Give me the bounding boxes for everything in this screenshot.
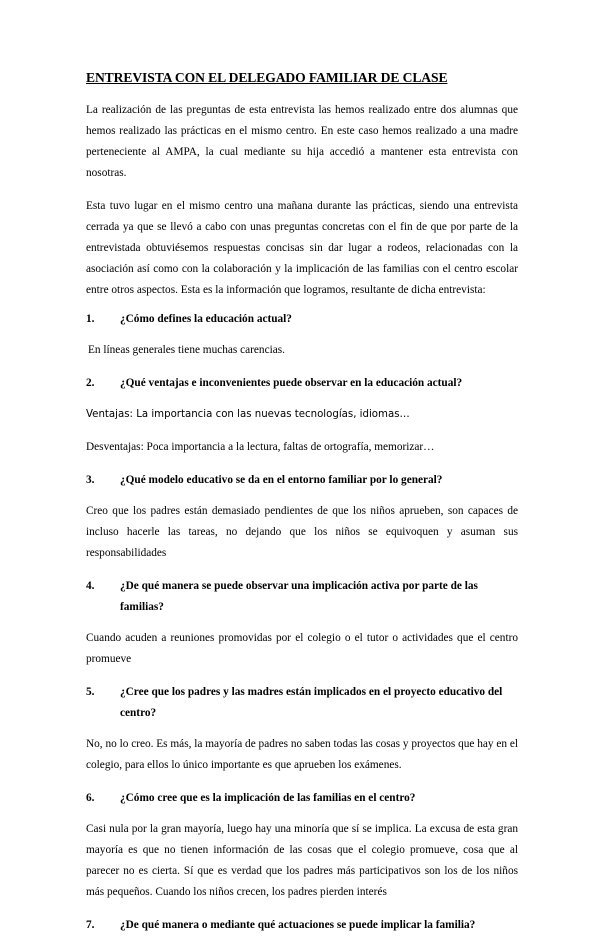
- answer-2-advantages: Ventajas: La importancia con las nuevas tecnologías, idiomas…: [86, 409, 410, 420]
- question-number: 4.: [86, 580, 95, 592]
- question-text: ¿Cómo cree que es la implicación de las familias en el centro?: [120, 792, 416, 804]
- question-number: 5.: [86, 686, 95, 698]
- answer-6: Casi nula por la gran mayoría, luego hay una minoría que sí se implica. La excusa de esta gran mayoría es que no tienen información de las cosas que el colegio promueve, cosa que al parecer no es cierta. Sí que es verdad que los padres más participativos son los de los niños más pequeños. Cuando los niños crecen, los padres pierden interés: [86, 823, 518, 898]
- question-number: 1.: [86, 313, 95, 325]
- answer-1: En líneas generales tiene muchas carencias.: [88, 344, 285, 356]
- question-7: [86, 915, 518, 936]
- answer-4: Cuando acuden a reuniones promovidas por el colegio o el tutor o actividades que el centro promueve: [86, 632, 518, 665]
- question-text: ¿Cree que los padres y las madres están implicados en el proyecto educativo del centro?: [120, 686, 503, 719]
- question-text: ¿Qué modelo educativo se da en el entorno familiar por lo general?: [120, 474, 443, 486]
- question-6: [86, 788, 518, 809]
- question-number: 6.: [86, 792, 95, 804]
- intro-paragraph-1: La realización de las preguntas de esta entrevista las hemos realizado entre dos alumnas que hemos realizado las prácticas en el mismo centro. En este caso hemos realizado a una madre perteneciente al AMPA, la cual mediante su hija accedió a mantener esta entrevista con nosotras.: [86, 104, 518, 179]
- question-1: [86, 309, 518, 330]
- question-number: 2.: [86, 377, 95, 389]
- answer-3: Creo que los padres están demasiado pendientes de que los niños aprueben, son capaces de incluso hacerle las tareas, no dejando que los niños se equivoquen y asuman sus responsabilidades: [86, 505, 518, 559]
- question-number: 7.: [86, 919, 95, 931]
- question-text: ¿Qué ventajas e inconvenientes puede observar en la educación actual?: [120, 377, 463, 389]
- answer-2-disadvantages: Desventajas: Poca importancia a la lectura, faltas de ortografía, memorizar…: [86, 441, 435, 453]
- question-number: 3.: [86, 474, 95, 486]
- intro-paragraph-2: Esta tuvo lugar en el mismo centro una mañana durante las prácticas, siendo una entrevista cerrada ya que se llevó a cabo con unas preguntas concretas con el fin de que por parte de la entrevistada obtuviésemos respuestas concisas sin dar lugar a rodeos, relacionadas con la asociación así como con la colaboración y la implicación de las familias con el centro escolar entre otros aspectos. Esta es la información que logramos, resultante de dicha entrevista:: [86, 200, 518, 296]
- question-3: [86, 470, 518, 491]
- question-5: [86, 682, 518, 724]
- document-title: ENTREVISTA CON EL DELEGADO FAMILIAR DE CLASE: [86, 70, 448, 85]
- question-4: [86, 576, 518, 618]
- answer-5: No, no lo creo. Es más, la mayoría de padres no saben todas las cosas y proyectos que hay en el colegio, para ellos lo único importante es que aprueben los exámenes.: [86, 738, 518, 771]
- question-text: ¿De qué manera o mediante qué actuaciones se puede implicar la familia?: [120, 919, 476, 931]
- question-2: [86, 373, 518, 394]
- question-text: ¿De qué manera se puede observar una implicación activa por parte de las familias?: [120, 580, 478, 613]
- question-text: ¿Cómo defines la educación actual?: [120, 313, 292, 325]
